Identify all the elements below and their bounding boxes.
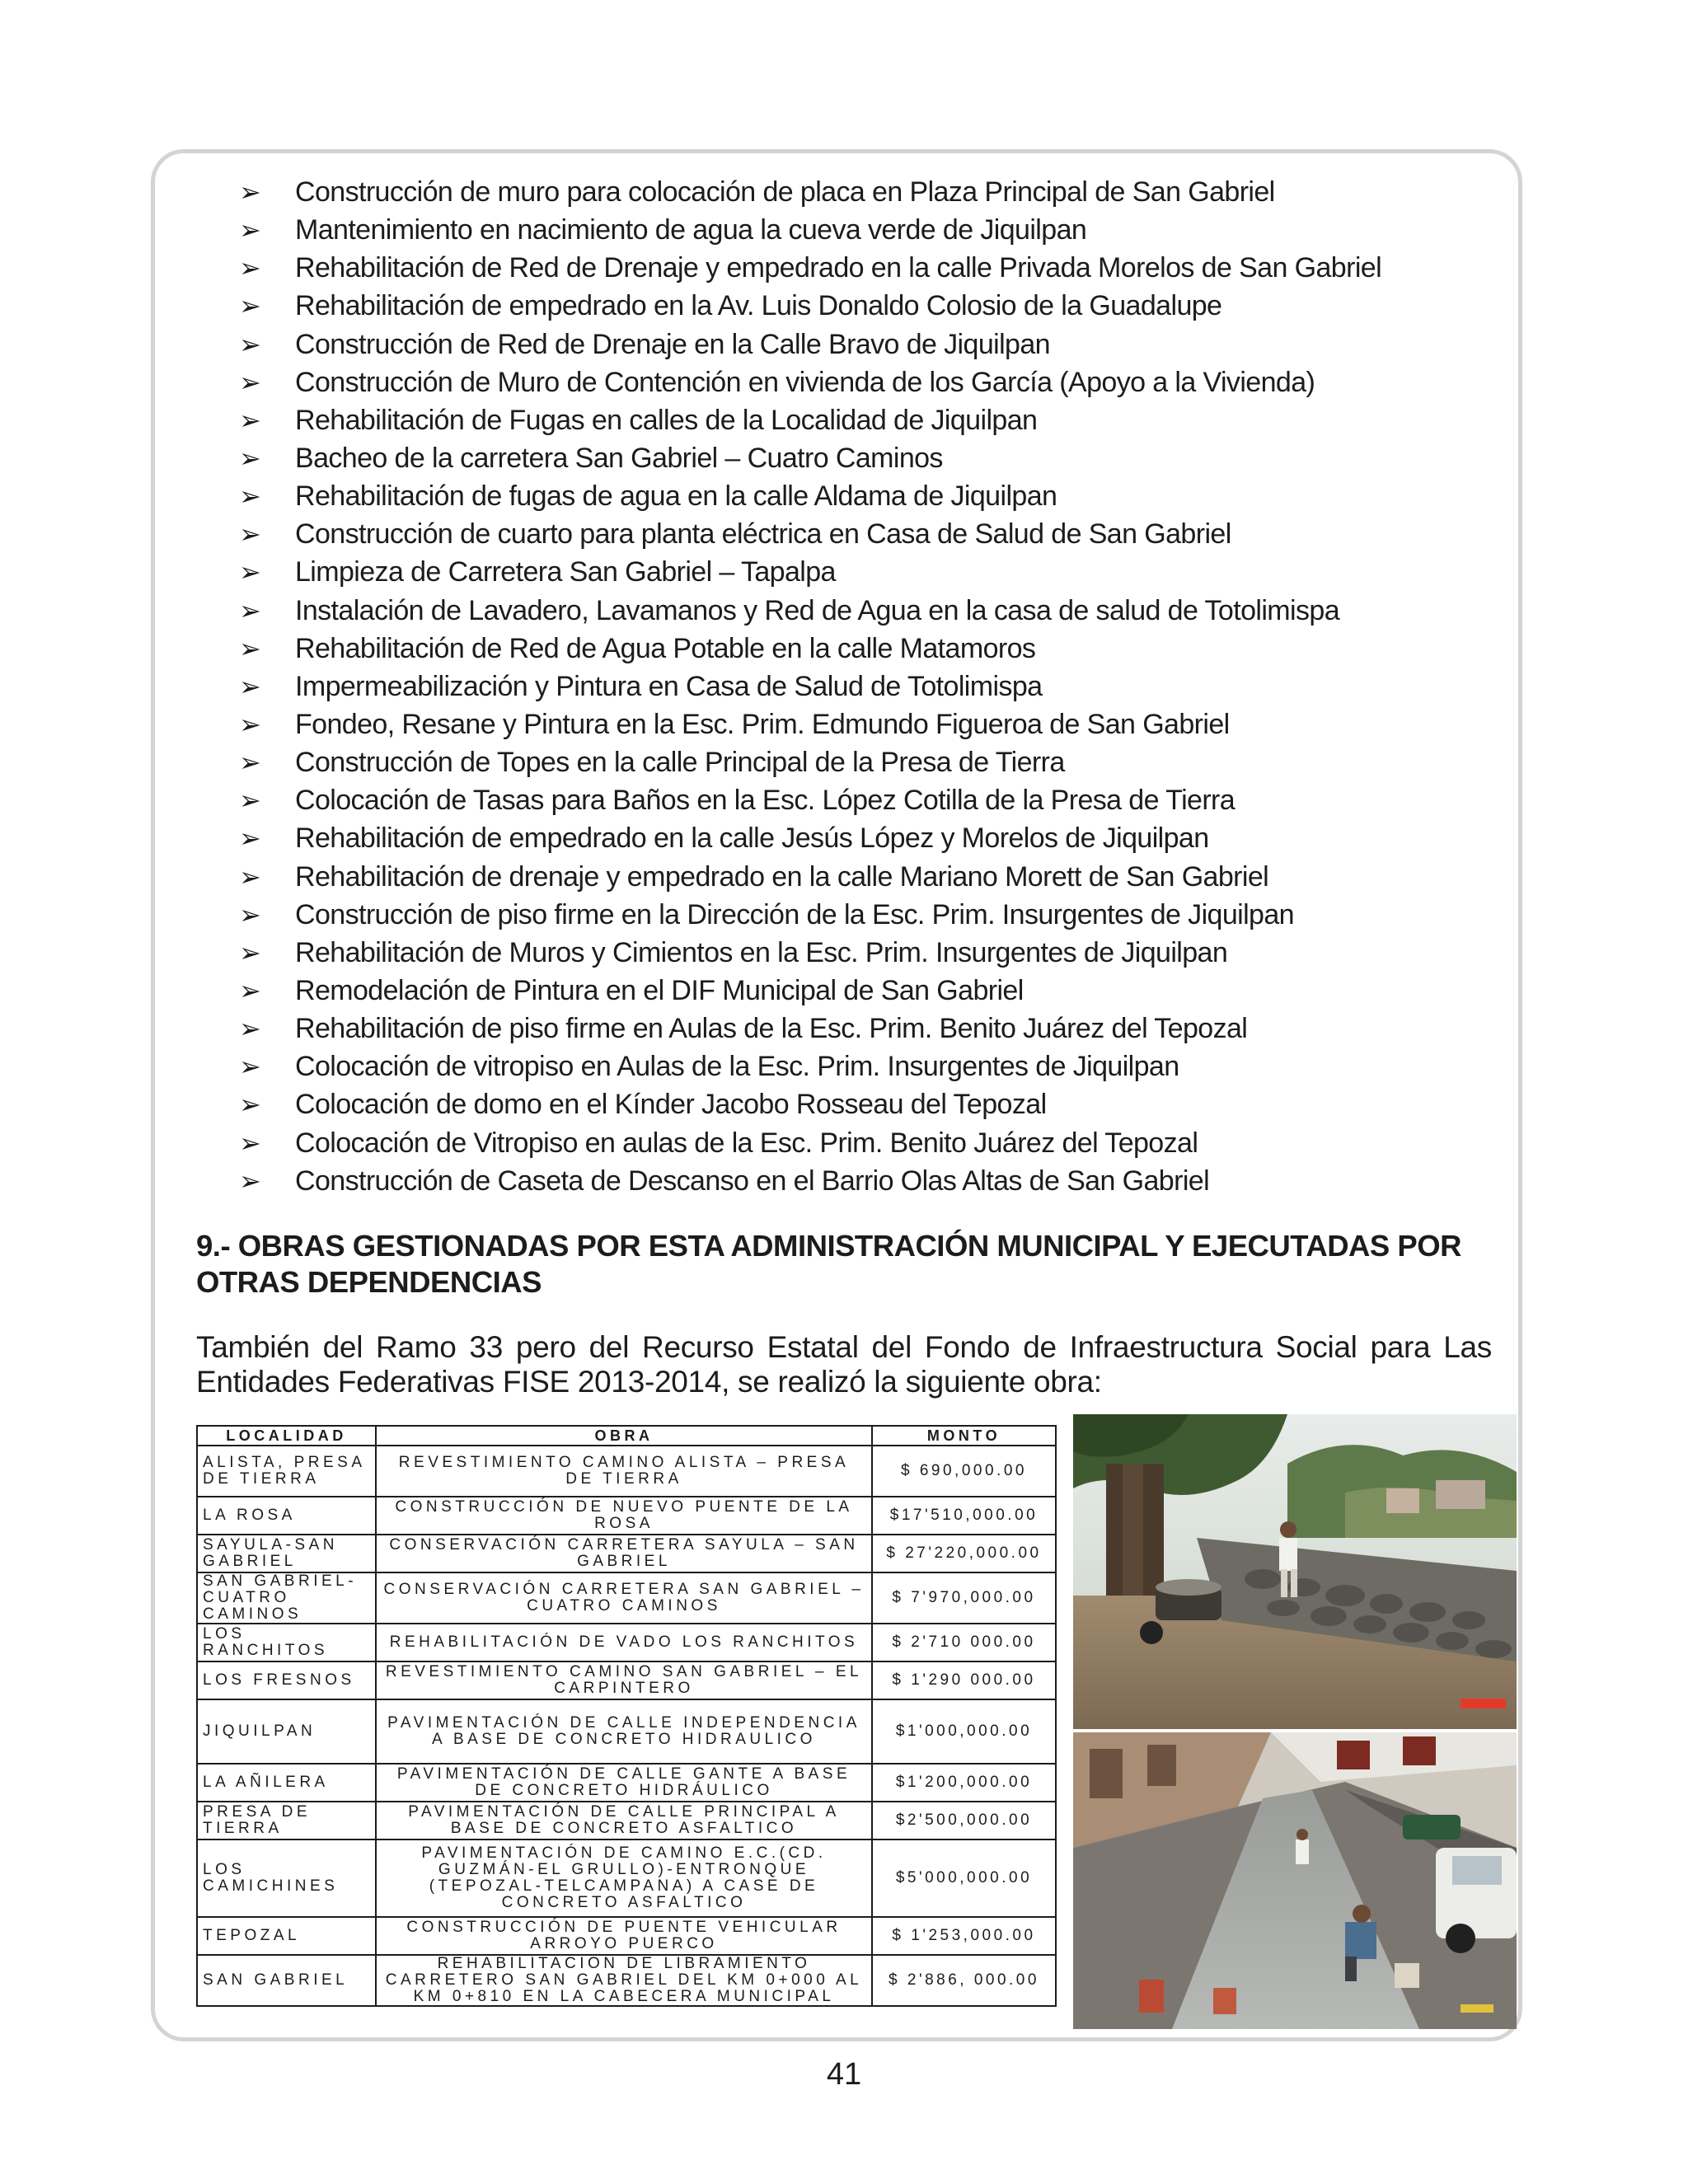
cell-localidad: ALISTA, PRESA DE TIERRA: [197, 1446, 376, 1497]
bullet-item: [239, 401, 1381, 439]
cell-localidad: LOS FRESNOS: [197, 1661, 376, 1699]
bullet-text: Remodelación de Pintura en el DIF Municipal de San Gabriel: [295, 974, 1024, 1006]
cell-obra: REHABILITACION DE LIBRAMIENTO CARRETERO SAN GABRIEL DEL KM 0+000 AL KM 0+810 EN LA CABECERA MUNICIPAL: [376, 1955, 872, 2006]
works-bullet-list: [239, 173, 1381, 1200]
arrow-bullet-icon: ➢: [239, 1127, 261, 1158]
bullet-text: Colocación de vitropiso en Aulas de la Esc. Prim. Insurgentes de Jiquilpan: [295, 1051, 1179, 1083]
arrow-bullet-icon: ➢: [239, 861, 261, 892]
bullet-text: Fondeo, Resane y Pintura en la Esc. Prim. Edmundo Figueroa de San Gabriel: [295, 708, 1230, 740]
cell-obra: REHABILITACIÓN DE VADO LOS RANCHITOS: [376, 1624, 872, 1661]
bullet-item: [239, 249, 1381, 287]
arrow-bullet-icon: ➢: [239, 253, 261, 284]
bullet-text: Construcción de cuarto para planta eléctrica en Casa de Salud de San Gabriel: [295, 518, 1231, 551]
bullet-item: [239, 326, 1381, 363]
bullet-item: [239, 934, 1381, 972]
arrow-bullet-icon: ➢: [239, 1165, 261, 1196]
cell-monto: $ 2'710 000.00: [872, 1624, 1056, 1661]
bullet-item: [239, 1124, 1381, 1162]
table-row: [197, 1535, 1056, 1572]
table-row: [197, 1446, 1056, 1497]
bullet-item: [239, 630, 1381, 668]
bullet-item: [239, 173, 1381, 211]
bullet-item: [239, 1010, 1381, 1047]
cell-monto: $ 7'970,000.00: [872, 1572, 1056, 1624]
table-row: [197, 1699, 1056, 1764]
arrow-bullet-icon: ➢: [239, 215, 261, 246]
bullet-item: [239, 211, 1381, 249]
bullet-item: [239, 1085, 1381, 1123]
cell-localidad: TEPOZAL: [197, 1917, 376, 1955]
bullet-text: Construcción de piso firme en la Dirección de la Esc. Prim. Insurgentes de Jiquilpan: [295, 898, 1294, 930]
bullet-item: [239, 896, 1381, 934]
table-row: [197, 1764, 1056, 1802]
bullet-item: [239, 553, 1381, 591]
arrow-bullet-icon: ➢: [239, 899, 261, 930]
bullet-text: Construcción de Topes en la calle Principal de la Presa de Tierra: [295, 747, 1065, 779]
cell-localidad: SAN GABRIEL: [197, 1955, 376, 2006]
arrow-bullet-icon: ➢: [239, 405, 261, 435]
section-intro-paragraph: También del Ramo 33 pero del Recurso Estatal del Fondo de Infraestructura Social para Las Entidades Federativas FISE 2013-2014, se realizó la siguiente obra:: [196, 1330, 1492, 1399]
bullet-item: [239, 439, 1381, 477]
cell-monto: $ 27'220,000.00: [872, 1535, 1056, 1572]
arrow-bullet-icon: ➢: [239, 519, 261, 550]
cell-localidad: JIQUILPAN: [197, 1699, 376, 1764]
header-localidad: LOCALIDAD: [197, 1426, 376, 1446]
bullet-text: Rehabilitación de Red de Drenaje y empedrado en la calle Privada Morelos de San Gabriel: [295, 252, 1382, 284]
bullet-text: Colocación de domo en el Kínder Jacobo Rosseau del Tepozal: [295, 1089, 1047, 1121]
table-row: [197, 1497, 1056, 1535]
cell-obra: REVESTIMIENTO CAMINO ALISTA – PRESA DE TIERRA: [376, 1446, 872, 1497]
cell-monto: $ 1'290 000.00: [872, 1661, 1056, 1699]
bullet-item: [239, 287, 1381, 325]
photo-stone-wall-construction: [1073, 1414, 1517, 1729]
arrow-bullet-icon: ➢: [239, 177, 261, 207]
cell-monto: $1'200,000.00: [872, 1764, 1056, 1802]
bullet-text: Rehabilitación de Fugas en calles de la Localidad de Jiquilpan: [295, 404, 1038, 436]
table-header-row: [197, 1426, 1056, 1446]
arrow-bullet-icon: ➢: [239, 557, 261, 588]
cell-localidad: PRESA DE TIERRA: [197, 1802, 376, 1840]
bullet-item: [239, 592, 1381, 630]
arrow-bullet-icon: ➢: [239, 443, 261, 473]
table-row: [197, 1955, 1056, 2006]
bullet-text: Impermeabilización y Pintura en Casa de Salud de Totolimispa: [295, 670, 1043, 702]
arrow-bullet-icon: ➢: [239, 291, 261, 321]
bullet-text: Construcción de Caseta de Descanso en el Barrio Olas Altas de San Gabriel: [295, 1165, 1210, 1197]
bullet-text: Bacheo de la carretera San Gabriel – Cuatro Caminos: [295, 442, 943, 474]
bullet-text: Construcción de muro para colocación de placa en Plaza Principal de San Gabriel: [295, 176, 1275, 208]
cell-obra: CONSTRUCCIÓN DE PUENTE VEHICULAR ARROYO PUERCO: [376, 1917, 872, 1955]
bullet-item: [239, 819, 1381, 857]
cell-obra: PAVIMENTACIÓN DE CALLE PRINCIPAL A BASE DE CONCRETO ASFALTICO: [376, 1802, 872, 1840]
arrow-bullet-icon: ➢: [239, 1014, 261, 1044]
table-row: [197, 1802, 1056, 1840]
section-heading: 9.- OBRAS GESTIONADAS POR ESTA ADMINISTRACIÓN MUNICIPAL Y EJECUTADAS POR OTRAS DEPENDENCIAS: [196, 1229, 1461, 1299]
arrow-bullet-icon: ➢: [239, 823, 261, 854]
bullet-item: [239, 515, 1381, 553]
works-table: [196, 1425, 1057, 2007]
bullet-text: Rehabilitación de drenaje y empedrado en la calle Mariano Morett de San Gabriel: [295, 860, 1269, 893]
bullet-text: Mantenimiento en nacimiento de agua la cueva verde de Jiquilpan: [295, 214, 1087, 246]
arrow-bullet-icon: ➢: [239, 709, 261, 739]
cell-localidad: LOS CAMICHINES: [197, 1840, 376, 1917]
arrow-bullet-icon: ➢: [239, 1052, 261, 1082]
cell-obra: CONSERVACIÓN CARRETERA SAYULA – SAN GABRIEL: [376, 1535, 872, 1572]
cell-obra: PAVIMENTACIÓN DE CAMINO E.C.(CD. GUZMÁN-EL GRULLO)-ENTRONQUE (TEPOZAL-TELCAMPANA) A CASE DE CONCRETO ASFALTICO: [376, 1840, 872, 1917]
photo-sidewalk-paving: [1073, 1732, 1517, 2029]
arrow-bullet-icon: ➢: [239, 785, 261, 816]
cell-localidad: LA ROSA: [197, 1497, 376, 1535]
table-row: [197, 1624, 1056, 1661]
arrow-bullet-icon: ➢: [239, 1090, 261, 1120]
table-row: [197, 1572, 1056, 1624]
header-obra: OBRA: [376, 1426, 872, 1446]
cell-obra: PAVIMENTACIÓN DE CALLE GANTE A BASE DE CONCRETO HIDRÁULICO: [376, 1764, 872, 1802]
bullet-text: Rehabilitación de Red de Agua Potable en la calle Matamoros: [295, 632, 1036, 664]
cell-monto: $1'000,000.00: [872, 1699, 1056, 1764]
bullet-item: [239, 858, 1381, 896]
cell-obra: CONSERVACIÓN CARRETERA SAN GABRIEL – CUATRO CAMINOS: [376, 1572, 872, 1624]
bullet-item: [239, 781, 1381, 819]
bullet-item: [239, 1162, 1381, 1200]
cell-localidad: SAN GABRIEL-CUATRO CAMINOS: [197, 1572, 376, 1624]
bullet-text: Instalación de Lavadero, Lavamanos y Red de Agua en la casa de salud de Totolimispa: [295, 594, 1340, 626]
bullet-text: Rehabilitación de empedrado en la Av. Luis Donaldo Colosio de la Guadalupe: [295, 290, 1222, 322]
cell-obra: REVESTIMIENTO CAMINO SAN GABRIEL – EL CARPINTERO: [376, 1661, 872, 1699]
bullet-item: [239, 1047, 1381, 1085]
arrow-bullet-icon: ➢: [239, 671, 261, 701]
bullet-item: [239, 705, 1381, 743]
bullet-text: Colocación de Tasas para Baños en la Esc. López Cotilla de la Presa de Tierra: [295, 785, 1236, 817]
bullet-item: [239, 972, 1381, 1010]
arrow-bullet-icon: ➢: [239, 633, 261, 663]
bullet-item: [239, 363, 1381, 401]
header-monto: MONTO: [872, 1426, 1056, 1446]
bullet-item: [239, 743, 1381, 781]
bullet-text: Rehabilitación de piso firme en Aulas de la Esc. Prim. Benito Juárez del Tepozal: [295, 1013, 1248, 1045]
table-row: [197, 1840, 1056, 1917]
arrow-bullet-icon: ➢: [239, 937, 261, 968]
bullet-item: [239, 477, 1381, 515]
arrow-bullet-icon: ➢: [239, 367, 261, 397]
bullet-text: Construcción de Red de Drenaje en la Calle Bravo de Jiquilpan: [295, 328, 1050, 360]
bullet-item: [239, 668, 1381, 705]
cell-obra: CONSTRUCCIÓN DE NUEVO PUENTE DE LA ROSA: [376, 1497, 872, 1535]
table-row: [197, 1661, 1056, 1699]
cell-localidad: LOS RANCHITOS: [197, 1624, 376, 1661]
bullet-text: Construcción de Muro de Contención en vivienda de los García (Apoyo a la Vivienda): [295, 366, 1315, 398]
page-number: 41: [826, 2057, 862, 2092]
bullet-text: Rehabilitación de empedrado en la calle Jesús López y Morelos de Jiquilpan: [295, 823, 1209, 855]
table-row: [197, 1917, 1056, 1955]
bullet-text: Colocación de Vitropiso en aulas de la Esc. Prim. Benito Juárez del Tepozal: [295, 1127, 1198, 1159]
cell-localidad: SAYULA-SAN GABRIEL: [197, 1535, 376, 1572]
arrow-bullet-icon: ➢: [239, 329, 261, 359]
cell-monto: $5'000,000.00: [872, 1840, 1056, 1917]
bullet-text: Rehabilitación de Muros y Cimientos en la Esc. Prim. Insurgentes de Jiquilpan: [295, 936, 1228, 968]
cell-monto: $ 2'886, 000.00: [872, 1955, 1056, 2006]
cell-monto: $ 1'253,000.00: [872, 1917, 1056, 1955]
arrow-bullet-icon: ➢: [239, 595, 261, 626]
arrow-bullet-icon: ➢: [239, 481, 261, 512]
arrow-bullet-icon: ➢: [239, 748, 261, 778]
bullet-text: Limpieza de Carretera San Gabriel – Tapalpa: [295, 556, 836, 588]
arrow-bullet-icon: ➢: [239, 975, 261, 1005]
cell-monto: $17'510,000.00: [872, 1497, 1056, 1535]
bullet-text: Rehabilitación de fugas de agua en la calle Aldama de Jiquilpan: [295, 480, 1057, 513]
cell-localidad: LA AÑILERA: [197, 1764, 376, 1802]
cell-monto: $2'500,000.00: [872, 1802, 1056, 1840]
cell-obra: PAVIMENTACIÓN DE CALLE INDEPENDENCIA A BASE DE CONCRETO HIDRAULICO: [376, 1699, 872, 1764]
cell-monto: $ 690,000.00: [872, 1446, 1056, 1497]
